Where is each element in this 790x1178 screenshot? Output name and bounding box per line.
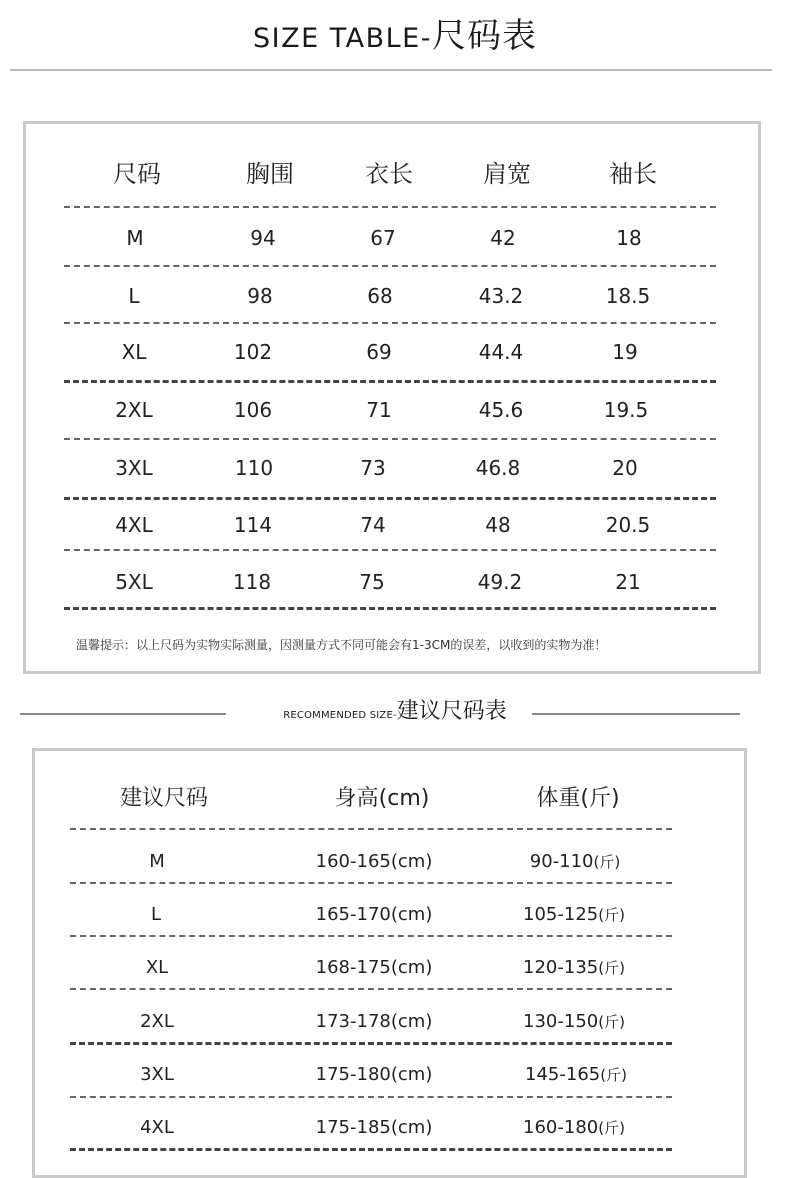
recommended-cell-weight: 145-165(斤) [525,1064,627,1085]
size-table-divider [64,549,716,551]
size-table-cell: 74 [360,513,386,537]
measurement-note: 温馨提示：以上尺码为实物实际测量，因测量方式不同可能会有1-3CM的误差，以收到的实物为准！ [76,638,607,652]
size-table-cell: 71 [366,398,392,422]
recommended-title-rule-right [532,713,740,715]
size-table-cell: 2XL [115,398,153,422]
recommended-table-divider [70,828,672,830]
size-table-cell: 102 [233,340,273,364]
size-table-header-length: 衣长 [365,160,413,188]
recommended-size-title [0,694,790,725]
size-table-cell: 19 [612,340,638,364]
recommended-table-divider [70,882,672,884]
recommended-cell-height: 173-178(cm) [315,1011,433,1032]
size-table-cell: M [126,226,144,250]
size-table-divider [64,380,716,383]
size-table-cell: 4XL [115,513,153,537]
size-table-cell: 69 [366,340,392,364]
recommended-cell-weight: 130-150(斤) [523,1011,625,1032]
size-table-cell: 46.8 [475,456,521,480]
recommended-header-weight: 体重(斤) [536,786,620,811]
size-table-header-chest: 胸围 [246,160,294,188]
recommended-cell-height: 175-180(cm) [315,1064,433,1085]
size-table-cell: 68 [367,284,393,308]
recommended-cell-size: XL [145,957,169,978]
size-table-cell: 42 [490,226,516,250]
size-table-cell: 118 [232,570,272,594]
recommended-cell-size: L [150,904,162,925]
recommended-title-cjk: 建议尺码表 [396,699,507,724]
size-table-cell: L [128,284,140,308]
recommended-cell-weight: 105-125(斤) [523,904,625,925]
size-table-cell: 48 [485,513,511,537]
recommended-table-divider [70,1148,672,1151]
recommended-cell-size: 2XL [140,1011,174,1032]
recommended-cell-height: 175-185(cm) [315,1117,433,1138]
recommended-table-divider [70,1096,672,1098]
size-table-cell: 20 [612,456,638,480]
size-table-cell: 43.2 [478,284,524,308]
recommended-table-divider [70,935,672,937]
size-table-cell: 94 [250,226,276,250]
size-table-cell: 49.2 [477,570,523,594]
recommended-table-divider [70,988,672,990]
size-table-cell: 18 [616,226,642,250]
size-table-cell: 20.5 [605,513,651,537]
size-table-cell: 73 [360,456,386,480]
size-table-header-sleeve: 袖长 [609,160,657,188]
recommended-cell-height: 168-175(cm) [315,957,433,978]
size-table-cell: 114 [233,513,273,537]
size-table-divider [64,322,716,324]
recommended-cell-size: M [149,851,165,872]
recommended-cell-weight: 120-135(斤) [523,957,625,978]
size-table-header-size: 尺码 [113,160,161,188]
size-table-title [0,8,790,57]
size-table-cell: 44.4 [478,340,524,364]
recommended-cell-size: 3XL [140,1064,174,1085]
size-table-divider [64,438,716,440]
title-divider [10,69,772,71]
size-table-cell: 19.5 [603,398,649,422]
size-table-divider [64,497,716,500]
size-table-cell: XL [121,340,147,364]
recommended-cell-height: 160-165(cm) [315,851,433,872]
size-table-cell: 75 [359,570,385,594]
size-table-cell: 98 [247,284,273,308]
size-table-cell: 45.6 [478,398,524,422]
recommended-cell-size: 4XL [140,1117,174,1138]
size-table-cell: 106 [233,398,273,422]
size-table-cell: 5XL [115,570,153,594]
recommended-cell-weight: 160-180(斤) [523,1117,625,1138]
size-table-divider [64,206,716,208]
size-table-divider [64,607,716,610]
size-table-title-cjk: 尺码表 [431,16,537,56]
size-table-cell: 110 [234,456,274,480]
recommended-cell-height: 165-170(cm) [315,904,433,925]
size-table-cell: 21 [615,570,641,594]
size-table-divider [64,265,716,267]
recommended-header-size: 建议尺码 [119,786,209,811]
recommended-header-height: 身高(cm) [334,786,430,811]
size-table-cell: 3XL [115,456,153,480]
size-table-header-shoulder: 肩宽 [483,160,531,188]
recommended-cell-weight: 90-110(斤) [529,851,621,872]
recommended-table-divider [70,1042,672,1045]
size-table-cell: 18.5 [605,284,651,308]
recommended-title-latin: RECOMMENDED SIZE- [283,710,397,721]
size-table-title-latin: SIZE TABLE- [253,23,432,54]
size-table-cell: 67 [370,226,396,250]
